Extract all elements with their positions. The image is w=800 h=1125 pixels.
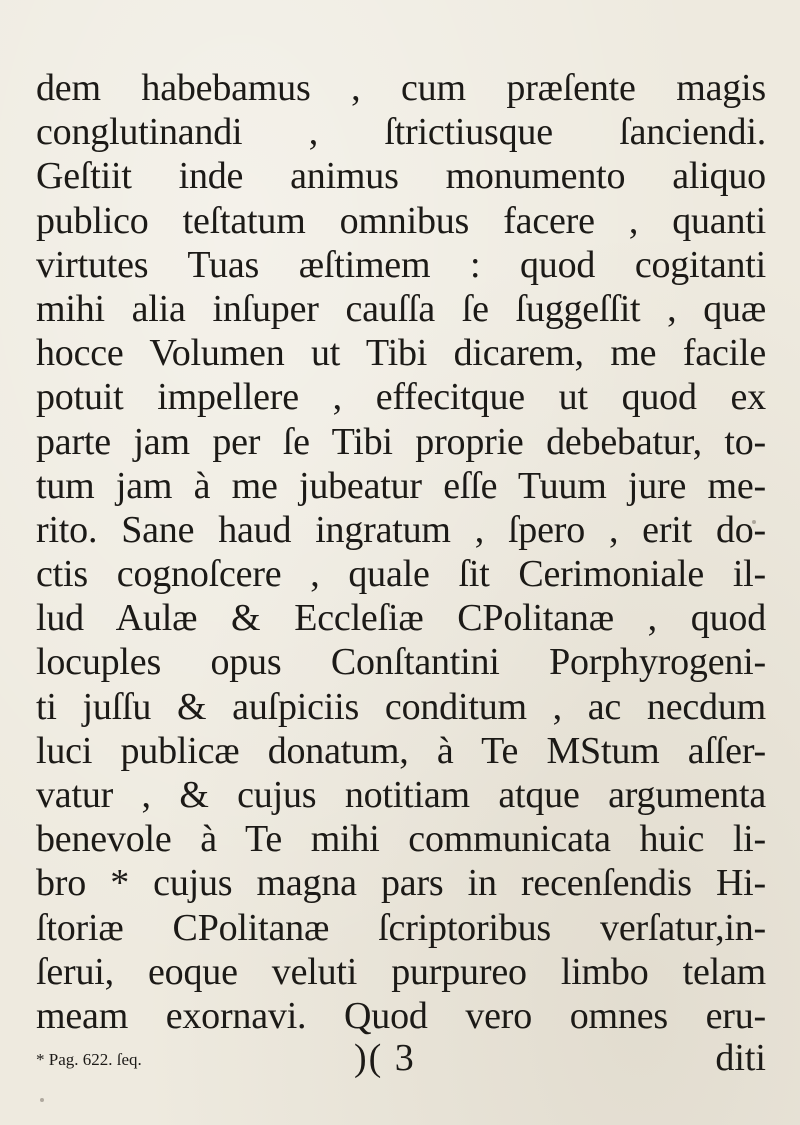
- text-line: virtutes Tuas æſtimem : quod cogitanti: [36, 243, 766, 286]
- text-line: meam exornavi. Quod vero omnes eru-: [36, 994, 766, 1037]
- text-line: ſerui, eoque veluti purpureo limbo telam: [36, 950, 766, 993]
- page-footer: [36, 1038, 766, 1078]
- text-line: Geſtiit inde animus monumento aliquo: [36, 155, 766, 198]
- paper-speck: [40, 1098, 44, 1102]
- text-line: ctis cognoſcere , quale ſit Cerimoniale il-: [36, 553, 766, 596]
- text-line: conglutinandi , ſtrictiusque ſanciendi.: [36, 111, 766, 154]
- text-line: tum jam à me jubeatur eſſe Tuum jure me-: [36, 464, 766, 507]
- text-line: benevole à Te mihi communicata huic li-: [36, 818, 766, 861]
- signature-mark: )( 3: [354, 1037, 416, 1079]
- text-line: mihi alia inſuper cauſſa ſe ſuggeſſit , quæ: [36, 287, 766, 330]
- text-line: publico teſtatum omnibus facere , quanti: [36, 199, 766, 242]
- text-line: luci publicæ donatum, à Te MStum aſſer-: [36, 729, 766, 772]
- paper-speck: [752, 520, 756, 524]
- text-line: parte jam per ſe Tibi proprie debebatur, to-: [36, 420, 766, 463]
- text-line: potuit impellere , effecitque ut quod ex: [36, 376, 766, 419]
- text-line: ti juſſu & auſpiciis conditum , ac necdum: [36, 685, 766, 728]
- catchword: diti: [715, 1037, 766, 1079]
- text-line: vatur , & cujus notitiam atque argumenta: [36, 774, 766, 816]
- text-line: lud Aulæ & Eccleſiæ CPolitanæ , quod: [36, 597, 766, 640]
- text-line: locuples opus Conſtantini Porphyrogeni-: [36, 641, 766, 684]
- text-line: rito. Sane haud ingratum , ſpero , erit do-: [36, 508, 766, 551]
- text-line: ſtoriæ CPolitanæ ſcriptoribus verſatur,in-: [36, 906, 766, 949]
- text-line: bro * cujus magna pars in recenſendis Hi-: [36, 862, 766, 905]
- text-line: hocce Volumen ut Tibi dicarem, me facile: [36, 332, 766, 375]
- body-text: [36, 66, 766, 1038]
- text-line: dem habebamus , cum præſente magis: [36, 67, 766, 109]
- footnote: * Pag. 622. ſeq.: [36, 1050, 142, 1069]
